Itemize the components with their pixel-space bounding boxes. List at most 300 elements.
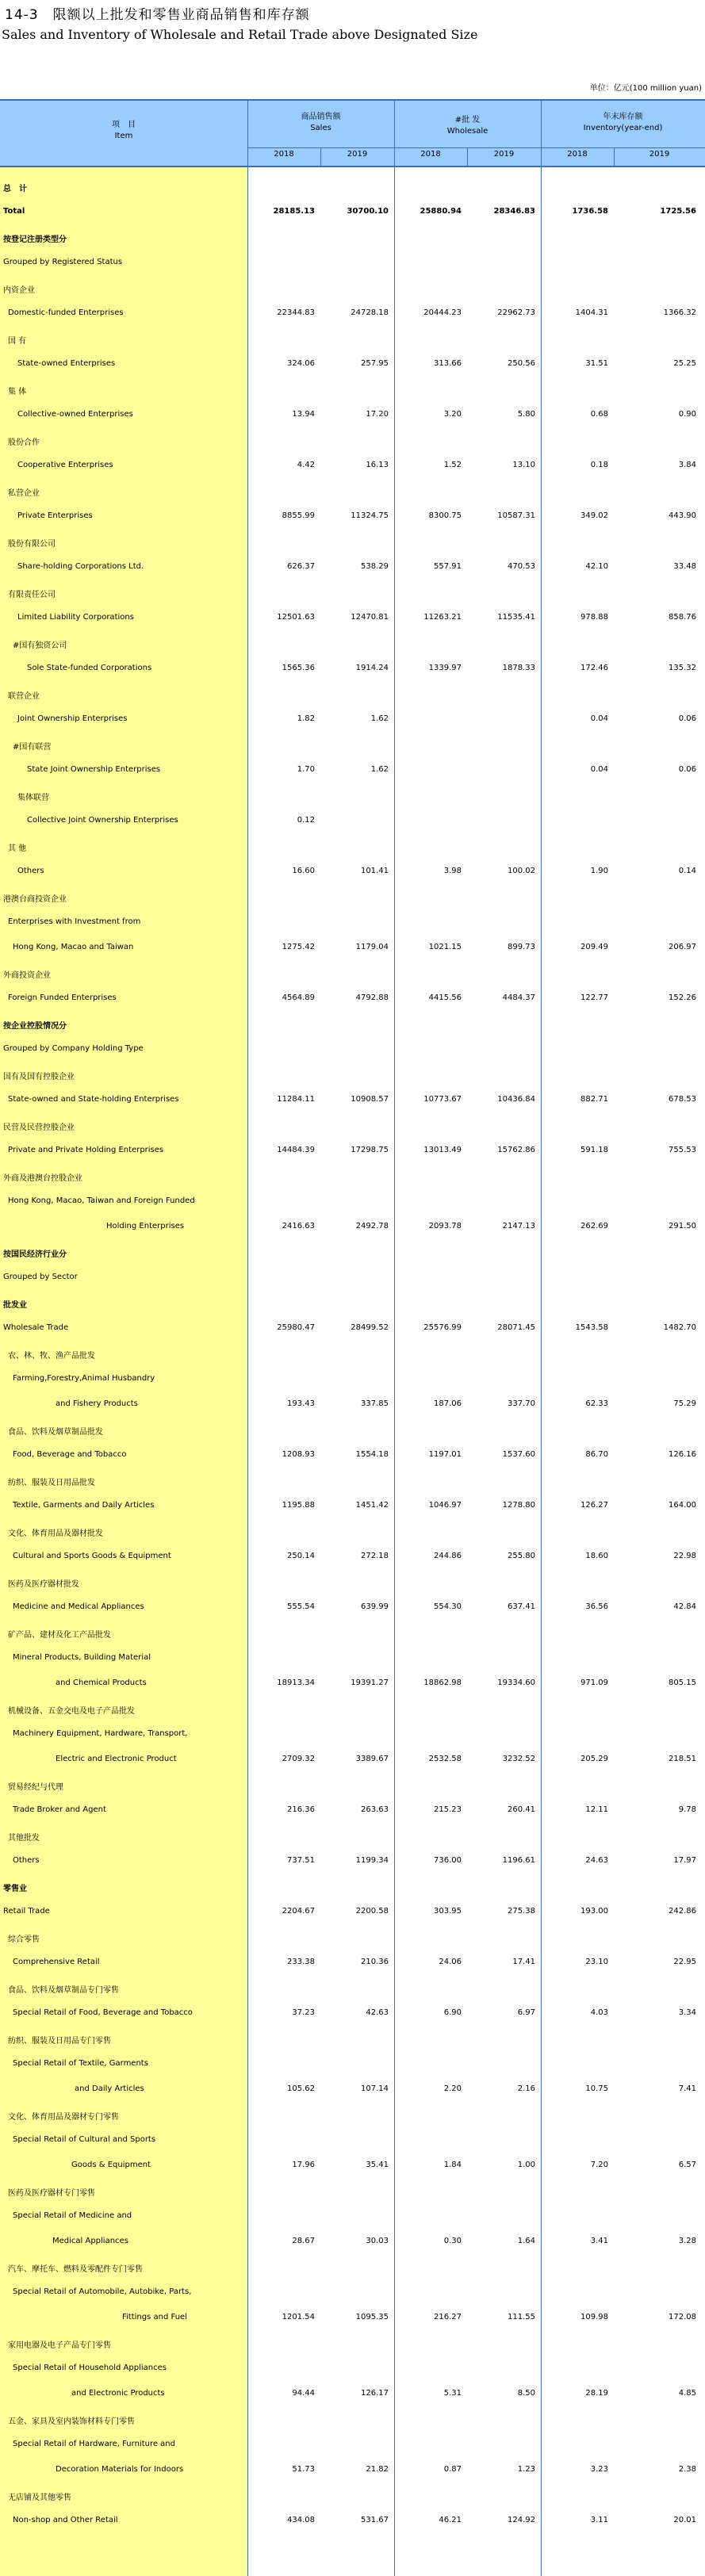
value-cell: 13.94 — [292, 410, 315, 419]
row-label: Medicine and Medical Appliances — [13, 1602, 144, 1611]
value-cell: 126.17 — [361, 2389, 389, 2398]
value-cell: 324.06 — [287, 359, 315, 368]
value-cell: 205.29 — [580, 1755, 608, 1763]
value-cell: 1725.56 — [660, 207, 696, 216]
row-label: 港澳台商投资企业 — [3, 895, 67, 904]
row-label: Special Retail of Cultural and Sports — [13, 2135, 156, 2144]
value-cell: 25980.47 — [277, 1323, 315, 1332]
row-label: 其 他 — [8, 844, 27, 853]
table-title-cn: 14-3 限额以上批发和零售业商品销售和库存额 — [5, 7, 310, 23]
table-row — [0, 733, 705, 758]
row-label: Total — [3, 207, 25, 216]
row-label: Private and Private Holding Enterprises — [8, 1146, 164, 1154]
value-cell: 28.19 — [585, 2389, 608, 2398]
value-cell: 1179.04 — [355, 943, 389, 951]
value-cell: 0.06 — [678, 765, 696, 774]
table-row — [0, 783, 705, 809]
value-cell: 637.41 — [508, 1602, 535, 1611]
table-row — [0, 2331, 705, 2356]
value-cell: 13013.49 — [423, 1146, 462, 1154]
value-cell: 10773.67 — [423, 1095, 462, 1104]
value-cell: 21.82 — [366, 2465, 389, 2474]
value-cell: 555.54 — [287, 1602, 315, 1611]
value-cell: 272.18 — [361, 1552, 389, 1560]
value-cell: 1914.24 — [355, 664, 389, 672]
value-cell: 100.02 — [508, 867, 535, 875]
table-row — [0, 606, 705, 631]
table-row — [0, 352, 705, 377]
row-label: Goods & Equipment — [71, 2161, 151, 2169]
value-cell: 107.14 — [361, 2084, 389, 2093]
value-cell: 882.71 — [580, 1095, 608, 1104]
row-label: 有限责任公司 — [8, 591, 56, 599]
row-label: Others — [13, 1856, 40, 1865]
value-cell: 5.31 — [443, 2389, 462, 2398]
value-cell: 35.41 — [366, 2161, 389, 2169]
value-cell: 109.98 — [580, 2313, 608, 2321]
value-cell: 0.06 — [678, 714, 696, 723]
table-row — [0, 1240, 705, 1265]
value-cell: 1046.97 — [428, 1501, 462, 1510]
value-cell: 18913.34 — [277, 1678, 315, 1687]
table-row — [0, 1088, 705, 1113]
value-cell: 2709.32 — [282, 1755, 315, 1763]
value-cell: 25576.99 — [423, 1323, 462, 1332]
value-cell: 443.90 — [669, 511, 696, 520]
value-cell: 23.10 — [585, 1958, 608, 1966]
table-row — [0, 530, 705, 555]
row-label: 纺织、服装及日用品批发 — [8, 1479, 95, 1487]
table-row — [0, 1950, 705, 1976]
table-row — [0, 1646, 705, 1671]
value-cell: 1275.42 — [282, 943, 315, 951]
row-label: 贸易经纪与代理 — [8, 1783, 63, 1792]
value-cell: 6.90 — [443, 2008, 462, 2017]
row-label: 文化、体育用品及器材专门零售 — [8, 2113, 119, 2122]
table-row — [0, 1392, 705, 1418]
value-cell: 210.36 — [361, 1958, 389, 1966]
value-cell: 22.98 — [673, 1552, 696, 1560]
table-row — [0, 1722, 705, 1747]
row-label: Grouped by Company Holding Type — [3, 1044, 144, 1053]
row-label: 按企业控股情况分 — [3, 1022, 67, 1031]
value-cell: 262.69 — [580, 1222, 608, 1231]
value-cell: 0.30 — [443, 2237, 462, 2245]
value-cell: 1021.15 — [428, 943, 462, 951]
header-item-cn: 项 目 — [112, 121, 136, 129]
row-label: Collective-owned Enterprises — [17, 410, 133, 419]
row-label: 外商及港澳台控股企业 — [3, 1174, 82, 1183]
row-label: #国有独资公司 — [13, 641, 67, 650]
row-label: 外商投资企业 — [3, 971, 51, 980]
value-cell: 626.37 — [287, 562, 315, 571]
value-cell: 0.18 — [590, 461, 608, 469]
row-label: 国 有 — [8, 337, 27, 346]
table-row — [0, 1468, 705, 1494]
value-cell: 172.08 — [669, 2313, 696, 2321]
value-cell: 257.95 — [361, 359, 389, 368]
value-cell: 11535.41 — [497, 613, 535, 622]
value-cell: 1.84 — [443, 2161, 462, 2169]
value-cell: 2492.78 — [355, 1222, 389, 1231]
value-cell: 1095.35 — [355, 2313, 389, 2321]
value-cell: 1201.54 — [282, 2313, 315, 2321]
row-label: 内资企业 — [3, 286, 35, 295]
value-cell: 260.41 — [508, 1805, 535, 1814]
row-label: Collective Joint Ownership Enterprises — [27, 816, 178, 825]
value-cell: 899.73 — [508, 943, 535, 951]
value-cell: 3.23 — [590, 2465, 608, 2474]
value-cell: 11284.11 — [277, 1095, 315, 1104]
value-cell: 22344.83 — [277, 308, 315, 317]
value-cell: 3.84 — [678, 461, 696, 469]
value-cell: 37.23 — [292, 2008, 315, 2017]
row-label: Textile, Garments and Daily Articles — [13, 1501, 155, 1510]
value-cell: 1878.33 — [502, 664, 535, 672]
value-cell: 531.67 — [361, 2516, 389, 2524]
value-cell: 42.10 — [585, 562, 608, 571]
value-cell: 126.16 — [669, 1450, 696, 1459]
value-cell: 4792.88 — [355, 993, 389, 1002]
value-cell: 75.29 — [673, 1399, 696, 1408]
value-cell: 126.27 — [580, 1501, 608, 1510]
header-sales-cn: 商品销售额 — [301, 113, 341, 121]
value-cell: 978.88 — [580, 613, 608, 622]
value-cell: 1366.32 — [663, 308, 696, 317]
value-cell: 639.99 — [361, 1602, 389, 1611]
row-label: Food, Beverage and Tobacco — [13, 1450, 127, 1459]
table-row — [0, 2052, 705, 2077]
value-cell: 737.51 — [287, 1856, 315, 1865]
row-label: Fittings and Fuel — [122, 2313, 187, 2321]
value-cell: 31.51 — [585, 359, 608, 368]
row-label: Special Retail of Household Appliances — [13, 2364, 167, 2372]
value-cell: 1.52 — [443, 461, 462, 469]
value-cell: 3.41 — [590, 2237, 608, 2245]
value-cell: 2093.78 — [428, 1222, 462, 1231]
value-cell: 3232.52 — [502, 1755, 535, 1763]
header-year: 2018 — [274, 150, 294, 159]
row-label: Sole State-funded Corporations — [27, 664, 152, 672]
row-label: 按登记注册类型分 — [3, 235, 67, 244]
value-cell: 736.00 — [434, 1856, 462, 1865]
row-label: Machinery Equipment, Hardware, Transport, — [13, 1729, 188, 1738]
value-cell: 24728.18 — [351, 308, 389, 317]
table-row — [0, 1697, 705, 1722]
row-label: 零售业 — [3, 1885, 27, 1893]
header-year: 2019 — [493, 150, 515, 159]
table-row — [0, 174, 705, 200]
value-cell: 538.29 — [361, 562, 389, 571]
table-row — [0, 1900, 705, 1925]
table-row — [0, 403, 705, 428]
row-label: Special Retail of Food, Beverage and Tobacco — [13, 2008, 193, 2017]
value-cell: 193.43 — [287, 1399, 315, 1408]
row-label: Medical Appliances — [52, 2237, 128, 2245]
table-row — [0, 1316, 705, 1342]
value-cell: 16.60 — [292, 867, 315, 875]
row-label: Hong Kong, Macao and Taiwan — [13, 943, 134, 951]
value-cell: 0.90 — [678, 410, 696, 419]
value-cell: 2.16 — [517, 2084, 535, 2093]
row-label: 股份有限公司 — [8, 540, 56, 549]
row-label: 联营企业 — [8, 692, 40, 701]
value-cell: 1.62 — [370, 714, 389, 723]
row-label: Domestic-funded Enterprises — [8, 308, 124, 317]
row-label: State Joint Ownership Enterprises — [27, 765, 161, 774]
value-cell: 30700.10 — [347, 207, 389, 216]
value-cell: 25.25 — [673, 359, 696, 368]
table-row — [0, 2204, 705, 2230]
value-cell: 3.20 — [443, 410, 462, 419]
value-cell: 193.00 — [580, 1907, 608, 1916]
value-cell: 1199.34 — [355, 1856, 389, 1865]
value-cell: 12501.63 — [277, 613, 315, 622]
header-wholesale-cn: #批 发 — [454, 116, 481, 124]
value-cell: 755.53 — [669, 1146, 696, 1154]
value-cell: 3.98 — [443, 867, 462, 875]
value-cell: 263.63 — [361, 1805, 389, 1814]
table-row — [0, 251, 705, 276]
value-cell: 24.06 — [439, 1958, 462, 1966]
table-row — [0, 2483, 705, 2509]
value-cell: 18862.98 — [423, 1678, 462, 1687]
row-label: Electric and Electronic Product — [56, 1755, 177, 1763]
row-label: 国有及国有控股企业 — [3, 1073, 75, 1081]
row-label: 无店铺及其他零售 — [8, 2494, 71, 2502]
table-row — [0, 656, 705, 682]
table-row — [0, 2027, 705, 2052]
row-label: 汽车、摩托车、燃料及零配件专门零售 — [8, 2265, 143, 2274]
table-row — [0, 377, 705, 403]
value-cell: 17.96 — [292, 2161, 315, 2169]
row-label: 其他批发 — [8, 1834, 40, 1843]
value-cell: 4415.56 — [428, 993, 462, 1002]
value-cell: 36.56 — [585, 1602, 608, 1611]
table-row — [0, 1037, 705, 1062]
value-cell: 42.84 — [673, 1602, 696, 1611]
value-cell: 25880.94 — [420, 207, 462, 216]
value-cell: 434.08 — [287, 2516, 315, 2524]
value-cell: 858.76 — [669, 613, 696, 622]
value-cell: 313.66 — [434, 359, 462, 368]
table-row — [0, 1595, 705, 1621]
value-cell: 0.04 — [590, 714, 608, 723]
table-row — [0, 2306, 705, 2331]
row-label: and Fishery Products — [56, 1399, 138, 1408]
value-cell: 349.02 — [580, 511, 608, 520]
value-cell: 135.32 — [669, 664, 696, 672]
value-cell: 1404.31 — [575, 308, 608, 317]
header-inventory-cn: 年末库存额 — [603, 113, 643, 121]
value-cell: 2416.63 — [282, 1222, 315, 1231]
value-cell: 0.04 — [590, 765, 608, 774]
table-row — [0, 1544, 705, 1570]
value-cell: 4.85 — [678, 2389, 696, 2398]
value-cell: 3.34 — [678, 2008, 696, 2017]
value-cell: 28499.52 — [351, 1323, 389, 1332]
row-label: Cooperative Enterprises — [17, 461, 113, 469]
value-cell: 1.62 — [370, 765, 389, 774]
table-row — [0, 479, 705, 504]
value-cell: 86.70 — [585, 1450, 608, 1459]
value-cell: 10908.57 — [351, 1095, 389, 1104]
value-cell: 16.13 — [366, 461, 389, 469]
row-label: Others — [17, 867, 44, 875]
table-row — [0, 1925, 705, 1950]
value-cell: 12.11 — [585, 1805, 608, 1814]
row-label: Farming,Forestry,Animal Husbandry — [13, 1374, 155, 1383]
table-row — [0, 1570, 705, 1595]
header-inventory-en: Inventory(year-end) — [583, 124, 663, 132]
table-title-en: Sales and Inventory of Wholesale and Retail Trade above Designated Size — [2, 27, 478, 42]
table-row — [0, 2356, 705, 2382]
value-cell: 0.12 — [297, 816, 315, 825]
row-label: 综合零售 — [8, 1935, 40, 1944]
value-cell: 255.80 — [508, 1552, 535, 1560]
table-row — [0, 1418, 705, 1443]
row-label: Special Retail of Textile, Garments — [13, 2059, 148, 2068]
value-cell: 0.14 — [678, 867, 696, 875]
unit-label: 单位：亿元(100 million yuan) — [589, 84, 702, 93]
table-row — [0, 1874, 705, 1900]
row-label: 文化、体育用品及器材批发 — [8, 1529, 103, 1538]
table-row — [0, 1976, 705, 2001]
table-row — [0, 454, 705, 479]
value-cell: 8300.75 — [428, 511, 462, 520]
row-label: Decoration Materials for Indoors — [56, 2465, 184, 2474]
table-row — [0, 327, 705, 352]
header-sales-en: Sales — [310, 124, 331, 132]
table-row — [0, 1139, 705, 1164]
value-cell: 46.21 — [439, 2516, 462, 2524]
table-row — [0, 1291, 705, 1316]
value-cell: 17.97 — [673, 1856, 696, 1865]
row-label: 集体联营 — [17, 794, 49, 802]
table-row — [0, 1189, 705, 1215]
value-cell: 7.41 — [678, 2084, 696, 2093]
table-row — [0, 2509, 705, 2534]
value-cell: 24.63 — [585, 1856, 608, 1865]
value-cell: 1482.70 — [663, 1323, 696, 1332]
row-label: Special Retail of Automobile, Autobike, Parts, — [13, 2287, 192, 2296]
header-year: 2018 — [420, 150, 441, 159]
row-label: Foreign Funded Enterprises — [8, 993, 117, 1002]
value-cell: 303.95 — [434, 1907, 462, 1916]
value-cell: 216.27 — [434, 2313, 462, 2321]
table-row — [0, 682, 705, 707]
value-cell: 3.28 — [678, 2237, 696, 2245]
value-cell: 2200.58 — [355, 1907, 389, 1916]
value-cell: 2.20 — [443, 2084, 462, 2093]
header-item-en: Item — [114, 132, 133, 140]
row-label: Enterprises with Investment from — [8, 917, 141, 926]
table-row — [0, 1671, 705, 1697]
table-row — [0, 1265, 705, 1291]
table-row — [0, 809, 705, 834]
row-label: 农、林、牧、渔产品批发 — [8, 1352, 95, 1361]
row-label: Special Retail of Medicine and — [13, 2211, 132, 2220]
table-row — [0, 580, 705, 606]
value-cell: 17298.75 — [351, 1146, 389, 1154]
table-body — [0, 174, 705, 2534]
table-header — [0, 99, 705, 167]
value-cell: 1543.58 — [575, 1323, 608, 1332]
value-cell: 0.87 — [443, 2465, 462, 2474]
table-row — [0, 1443, 705, 1468]
table-row — [0, 1342, 705, 1367]
value-cell: 14484.39 — [277, 1146, 315, 1154]
row-label: 五金、家具及室内装饰材料专门零售 — [8, 2417, 135, 2426]
value-cell: 1451.42 — [355, 1501, 389, 1510]
value-cell: 105.62 — [287, 2084, 315, 2093]
table-row — [0, 2001, 705, 2027]
value-cell: 20.01 — [673, 2516, 696, 2524]
value-cell: 805.15 — [669, 1678, 696, 1687]
row-label: Cultural and Sports Goods & Equipment — [13, 1552, 171, 1560]
value-cell: 187.06 — [434, 1399, 462, 1408]
row-label: Retail Trade — [3, 1907, 50, 1916]
value-cell: 22.95 — [673, 1958, 696, 1966]
value-cell: 470.53 — [508, 562, 535, 571]
table-row — [0, 1494, 705, 1519]
value-cell: 19391.27 — [351, 1678, 389, 1687]
value-cell: 12470.81 — [351, 613, 389, 622]
value-cell: 3389.67 — [355, 1755, 389, 1763]
value-cell: 62.33 — [585, 1399, 608, 1408]
value-cell: 164.00 — [669, 1501, 696, 1510]
value-cell: 5.80 — [517, 410, 535, 419]
value-cell: 337.70 — [508, 1399, 535, 1408]
value-cell: 209.49 — [580, 943, 608, 951]
value-cell: 1278.80 — [502, 1501, 535, 1510]
table-row — [0, 2458, 705, 2483]
value-cell: 216.36 — [287, 1805, 315, 1814]
value-cell: 1.82 — [297, 714, 315, 723]
value-cell: 10587.31 — [497, 511, 535, 520]
table-row — [0, 961, 705, 986]
table-row — [0, 986, 705, 1012]
row-label: 食品、饮料及烟草制品批发 — [8, 1428, 103, 1437]
row-label: Grouped by Sector — [3, 1273, 78, 1281]
value-cell: 1196.61 — [502, 1856, 535, 1865]
value-cell: 1.23 — [517, 2465, 535, 2474]
value-cell: 337.85 — [361, 1399, 389, 1408]
row-label: 机械设备、五金交电及电子产品批发 — [8, 1707, 135, 1716]
table-row — [0, 428, 705, 454]
table-row — [0, 276, 705, 301]
table-row — [0, 2103, 705, 2128]
value-cell: 242.86 — [669, 1907, 696, 1916]
table-row — [0, 936, 705, 961]
value-cell: 1554.18 — [355, 1450, 389, 1459]
row-label: Hong Kong, Macao, Taiwan and Foreign Funded — [8, 1196, 195, 1205]
row-label: and Chemical Products — [56, 1678, 147, 1687]
value-cell: 2.38 — [678, 2465, 696, 2474]
table-row — [0, 2432, 705, 2458]
value-cell: 172.46 — [580, 664, 608, 672]
value-cell: 291.50 — [669, 1222, 696, 1231]
row-label: 股份合作 — [8, 438, 40, 447]
value-cell: 1208.93 — [282, 1450, 315, 1459]
value-cell: 4.03 — [590, 2008, 608, 2017]
table-row — [0, 1824, 705, 1849]
row-label: 医药及医疗器材批发 — [8, 1580, 79, 1589]
row-label: 批发业 — [3, 1301, 27, 1310]
row-label: and Electronic Products — [71, 2389, 165, 2398]
row-label: 食品、饮料及烟草制品专门零售 — [8, 1986, 119, 1995]
value-cell: 4.42 — [297, 461, 315, 469]
